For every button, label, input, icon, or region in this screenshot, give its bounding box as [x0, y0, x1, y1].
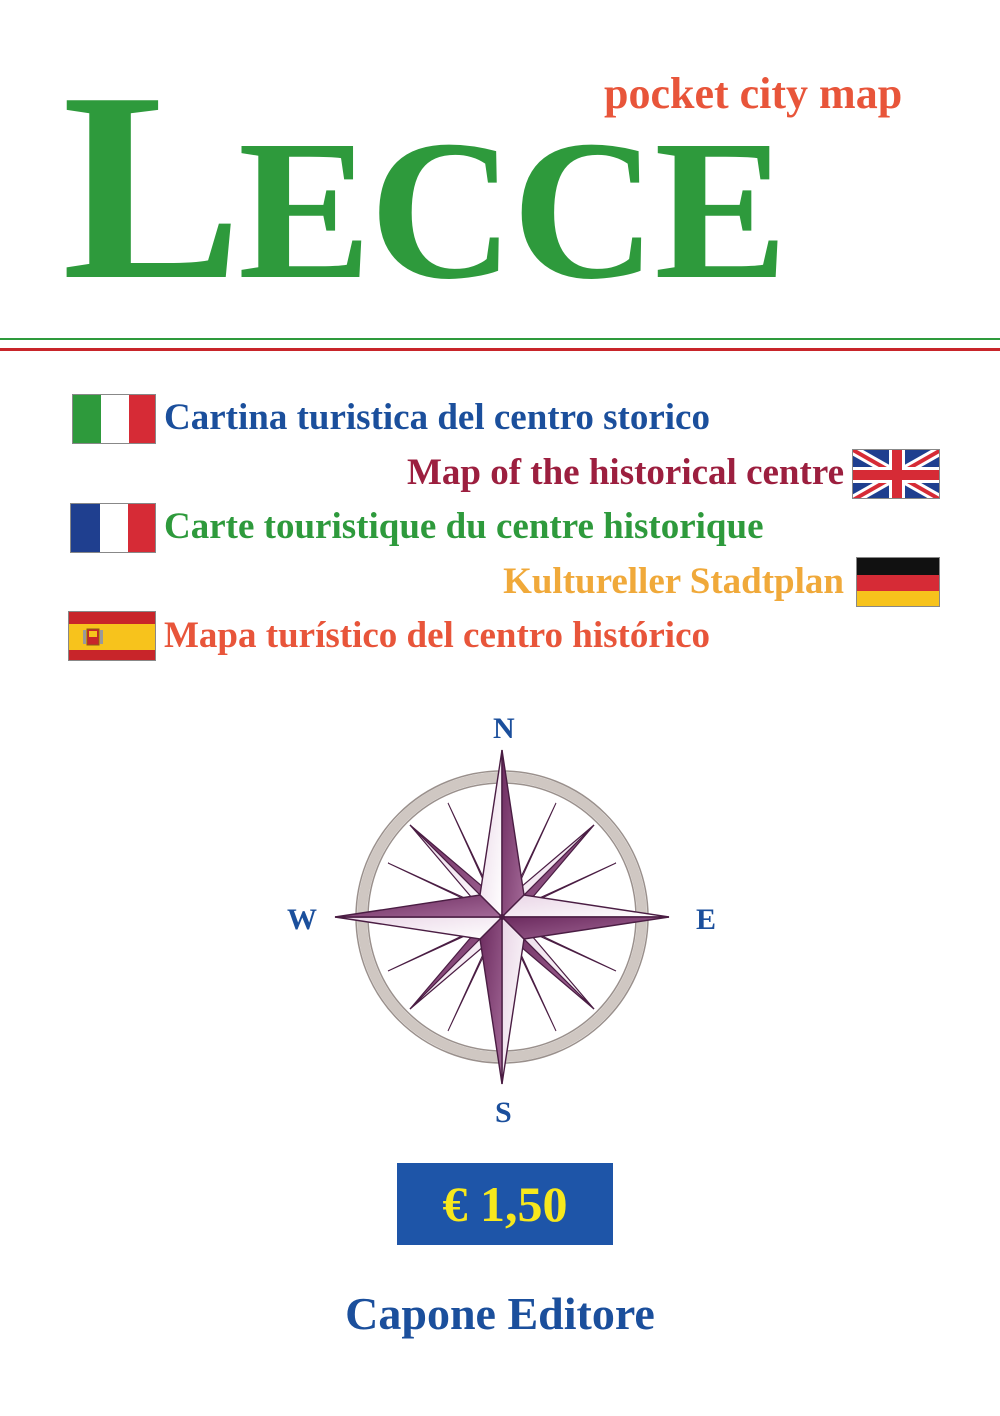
- lang-text-german: Kultureller Stadtplan: [503, 561, 844, 602]
- compass-east-label: E: [696, 903, 717, 936]
- subtitle: pocket city map: [604, 69, 903, 118]
- red-divider: [0, 348, 1000, 351]
- lang-text-italian: Cartina turistica del centro storico: [164, 397, 710, 438]
- germany-flag-icon: [856, 557, 940, 607]
- italy-flag-icon: [72, 394, 156, 444]
- spain-flag-icon: [68, 611, 156, 661]
- france-flag-icon: [70, 503, 156, 553]
- lang-text-spanish: Mapa turístico del centro histórico: [164, 615, 711, 656]
- price-badge: [397, 1163, 613, 1245]
- compass-south-label: S: [495, 1096, 512, 1129]
- price-label: € 1,50: [442, 1176, 568, 1232]
- compass-north-label: N: [493, 712, 515, 745]
- publisher-name: Capone Editore: [345, 1288, 655, 1339]
- green-divider: [0, 338, 1000, 340]
- compass-rose-icon: [330, 745, 675, 1090]
- city-title-rest: ECCE: [238, 100, 786, 321]
- city-title: [62, 37, 786, 336]
- lang-text-french: Carte touristique du centre historique: [164, 506, 764, 547]
- uk-flag-icon: [852, 449, 940, 499]
- city-title-initial: L: [62, 37, 239, 336]
- compass-west-label: W: [287, 903, 317, 936]
- lang-text-english: Map of the historical centre: [406, 452, 844, 493]
